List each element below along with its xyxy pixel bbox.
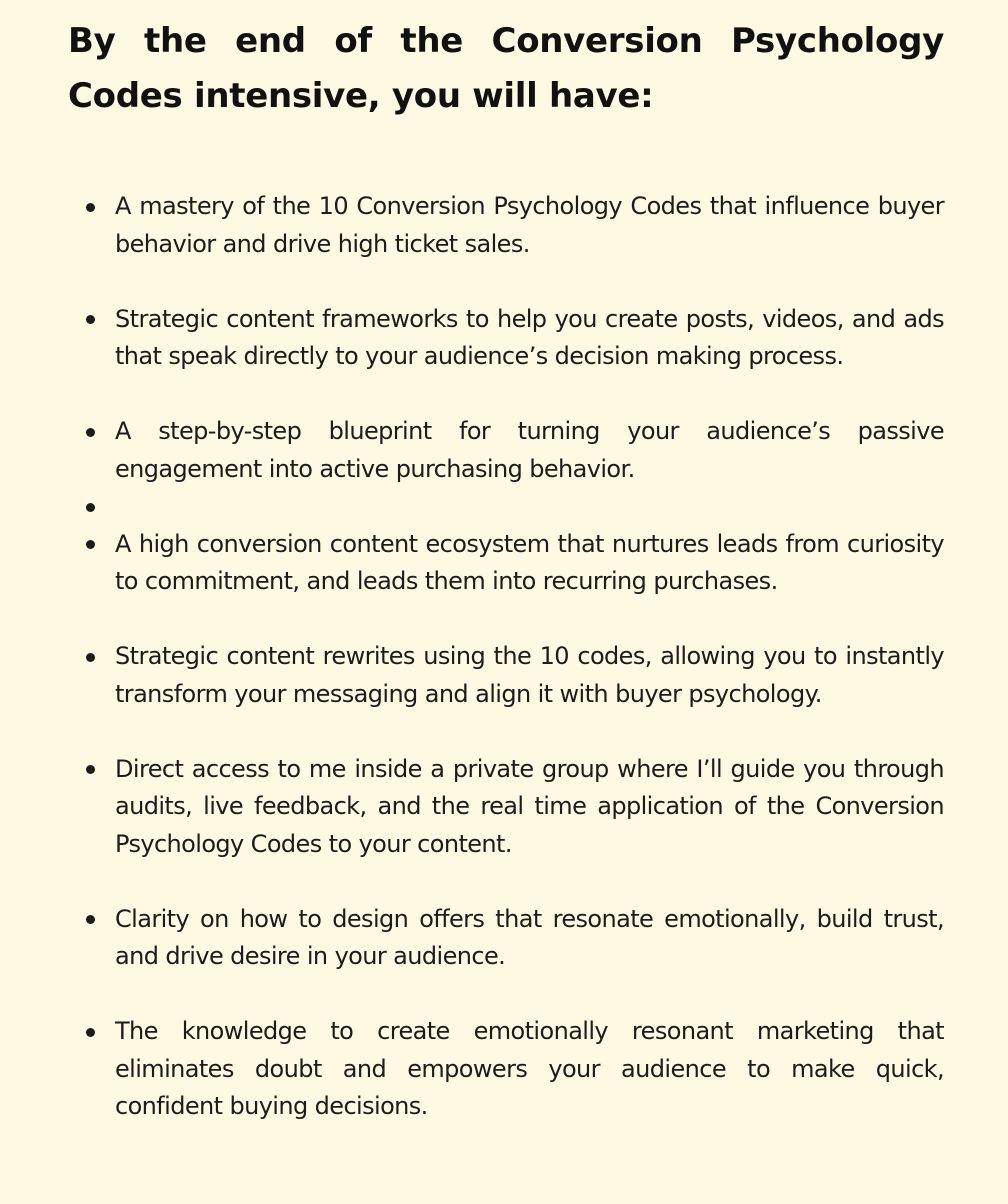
bullet-icon [86, 765, 95, 774]
list-item [68, 526, 944, 601]
list-item [68, 301, 944, 376]
list-item-text: Strategic content rewrites using the 10 codes, allowing you to instantly transform your messaging and align it with buyer psychology. [115, 642, 944, 708]
list-item [68, 188, 944, 263]
list-item-text: A mastery of the 10 Conversion Psychology Codes that influence buyer behavior and drive high ticket sales. [115, 192, 944, 258]
list-item-text: A step-by-step blueprint for turning your audience’s passive engagement into active purchasing behavior. [115, 417, 944, 483]
bullet-icon [86, 503, 95, 512]
list-item [68, 901, 944, 976]
bullet-icon [86, 540, 95, 549]
list-item-text: Clarity on how to design offers that resonate emotionally, build trust, and drive desire in your audience. [115, 904, 944, 970]
bullet-icon [86, 203, 95, 212]
list-item [68, 638, 944, 713]
bullet-icon [86, 428, 95, 437]
bullet-icon [86, 1028, 95, 1037]
list-item [68, 1013, 944, 1126]
bullet-icon [86, 315, 95, 324]
list-item-text: Direct access to me inside a private group where I’ll guide you through audits, live feedback, and the real time application of the Conversion Psychology Codes to your content. [115, 754, 944, 858]
list-item [68, 751, 944, 864]
list-item-text: The knowledge to create emotionally resonant marketing that eliminates doubt and empowers your audience to make quick, confident buying decisions. [115, 1017, 944, 1120]
list-item-empty [68, 488, 944, 526]
page-title: By the end of the Conversion Psychology Codes intensive, you will have: [68, 21, 944, 116]
bullet-icon [86, 915, 95, 924]
benefits-list [68, 188, 944, 1126]
list-item [68, 413, 944, 488]
list-item-text: A high conversion content ecosystem that nurtures leads from curiosity to commitment, and leads them into recurring purchases. [115, 529, 944, 595]
bullet-icon [86, 653, 95, 662]
list-item-text: Strategic content frameworks to help you create posts, videos, and ads that speak directly to your audience’s decision making process. [115, 304, 944, 370]
